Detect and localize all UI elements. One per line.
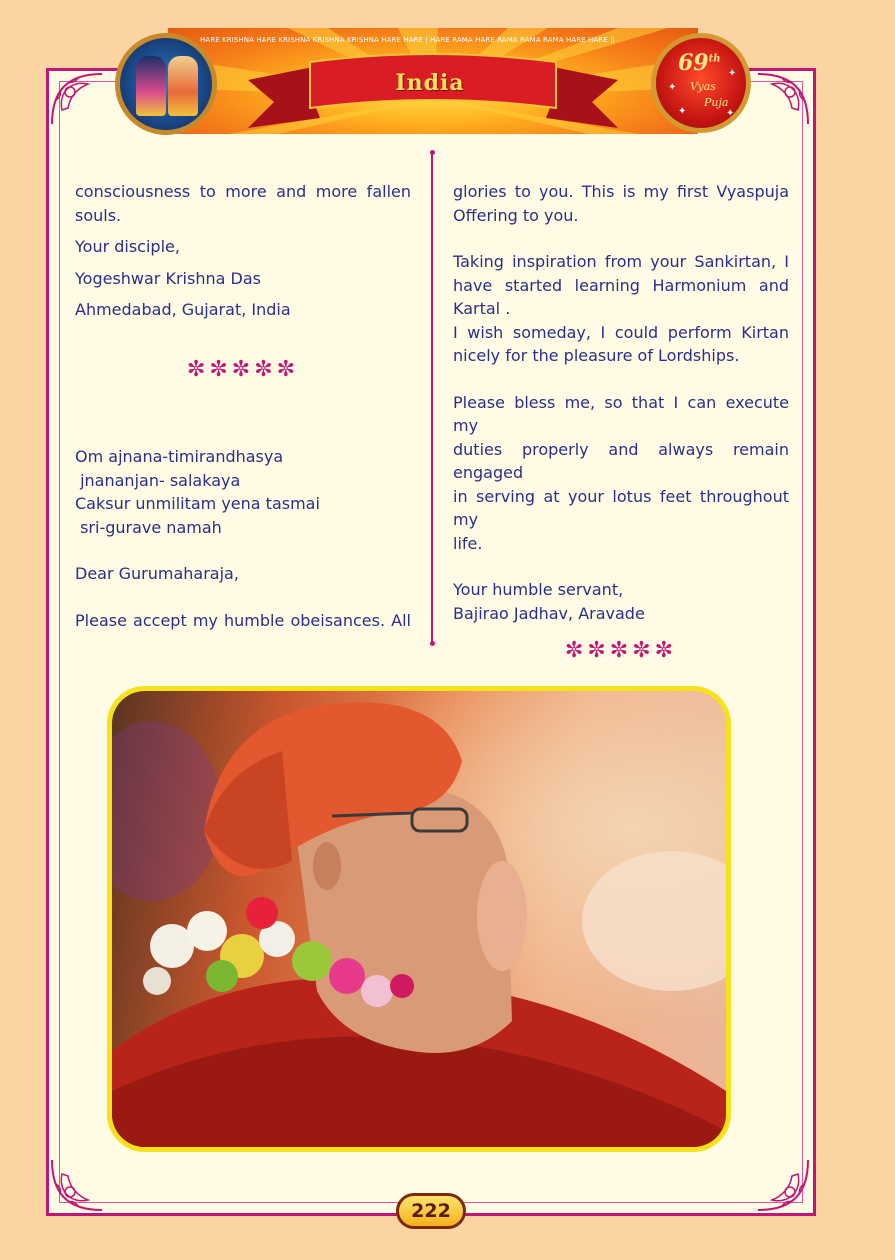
page-title: India — [395, 70, 465, 96]
text-line: Taking inspiration from your Sankirtan, I — [453, 252, 789, 271]
text-line: Kartal . — [453, 299, 511, 318]
corner-ornament — [48, 1156, 106, 1214]
text-line: Please bless me, so that I can execute my — [453, 392, 789, 435]
text-line: nicely for the pleasure of Lordships. — [453, 346, 740, 365]
corner-ornament — [754, 1156, 812, 1214]
text-line: Offering to you. — [453, 205, 579, 225]
mantra-line: Om ajnana-timirandhasya — [75, 447, 284, 466]
mantra-line: sri-gurave namah — [75, 517, 222, 537]
guru-photo — [107, 686, 731, 1152]
left-column — [75, 180, 411, 632]
text-line: in serving at your lotus feet throughout my — [453, 486, 789, 529]
author-name: Bajirao Jadhav, Aravade — [453, 603, 645, 623]
section-separator: ✼✼✼✼✼ — [186, 356, 300, 382]
text-line: life. — [453, 533, 483, 553]
mantra-line: Caksur unmilitam yena tasmai — [75, 494, 320, 513]
closing-line: Your disciple, — [75, 237, 180, 256]
text-line: I wish someday, I could perform Kirtan — [453, 322, 789, 342]
author-name: Yogeshwar Krishna Das — [75, 268, 261, 288]
text-line: have started learning Harmonium and — [453, 275, 789, 295]
text-line: souls. — [75, 205, 122, 225]
right-column — [453, 180, 789, 663]
section-separator: ✼✼✼✼✼ — [564, 638, 678, 663]
author-location: Ahmedabad, Gujarat, India — [75, 300, 291, 319]
text-line: duties properly and always remain engaged — [453, 439, 789, 482]
salutation: Dear Gurumaharaja, — [75, 564, 239, 583]
text-line: glories to you. This is my first Vyaspuja — [453, 182, 789, 201]
corner-ornament — [48, 70, 106, 128]
closing-line: Your humble servant, — [453, 580, 624, 599]
chant-text: HARE KRISHNA HARE KRISHNA KRISHNA KRISHNA HARE HARE | HARE RAMA HARE RAMA RAMA RAMA HARE HARE || — [200, 36, 616, 44]
column-divider — [430, 150, 434, 646]
text-line: consciousness to more and more fallen — [75, 182, 411, 201]
deity-medallion — [115, 33, 217, 135]
text-line: Please accept my humble obeisances. All — [75, 610, 411, 630]
mantra-line: jnananjan- salakaya — [75, 470, 241, 490]
page-number: 222 — [396, 1193, 466, 1229]
vyas-puja-badge: 69th Vyas Puja ✦ ✦ ✦ ✦ — [651, 33, 751, 133]
corner-ornament — [754, 70, 812, 128]
